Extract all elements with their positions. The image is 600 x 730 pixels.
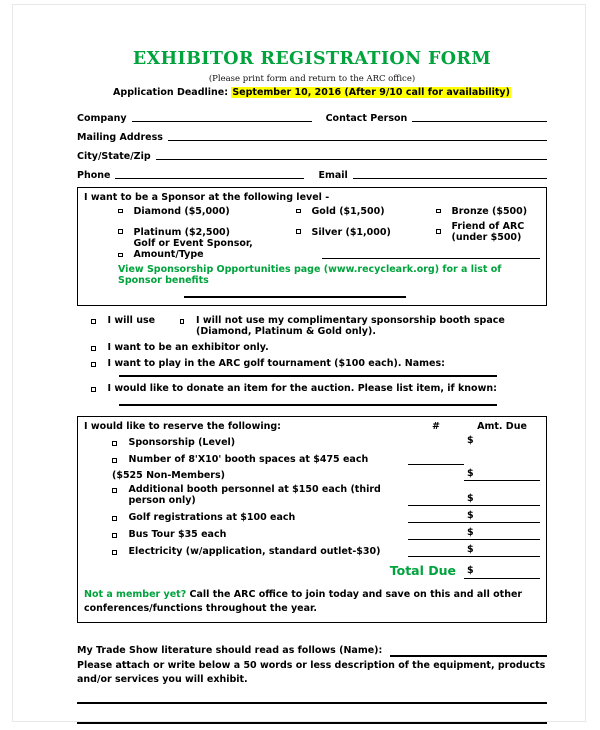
donate-item-input[interactable] [119, 403, 497, 406]
amount-input[interactable] [464, 544, 540, 557]
golf-event-amount-input[interactable] [322, 248, 540, 259]
membership-note [84, 588, 540, 616]
quantity-input[interactable] [408, 468, 464, 481]
checkbox-icon[interactable] [118, 209, 123, 214]
reserve-item-label: Number of 8'X10' booth spaces at $475 each [128, 454, 369, 465]
reserve-item-additional-personnel[interactable] [84, 484, 408, 506]
reserve-item-label: Sponsorship (Level) [128, 437, 236, 448]
table-row [84, 435, 540, 448]
table-row [84, 509, 540, 523]
sponsor-option-label: Friend of ARC (under $500) [451, 221, 525, 243]
column-header-amount: Amt. Due [477, 421, 527, 432]
trade-show-section [77, 645, 547, 725]
reserve-item-bus-tour[interactable] [84, 529, 408, 540]
contact-person-input[interactable] [412, 112, 547, 122]
contact-person-label: Contact Person [325, 113, 408, 124]
mailing-address-row [77, 130, 547, 143]
form-page [12, 4, 586, 722]
checkbox-icon[interactable] [296, 209, 301, 214]
booth-space-row [91, 315, 547, 337]
options-section [77, 315, 547, 406]
amount-input[interactable] [464, 493, 540, 506]
table-row [84, 468, 540, 481]
checkbox-icon[interactable] [91, 362, 96, 367]
currency-symbol: $ [467, 565, 474, 576]
currency-symbol: $ [467, 544, 474, 555]
application-deadline [77, 87, 547, 98]
city-state-zip-label: City/State/Zip [77, 151, 151, 162]
membership-note-question: Not a member yet? [84, 589, 187, 600]
checkbox-icon[interactable] [112, 550, 117, 555]
checkbox-icon[interactable] [180, 319, 185, 324]
checkbox-icon[interactable] [296, 229, 301, 234]
description-line-2[interactable] [77, 721, 547, 724]
table-row [84, 526, 540, 540]
sponsor-option-friend-of-arc[interactable] [436, 221, 540, 243]
checkbox-icon[interactable] [112, 458, 117, 463]
city-state-zip-row [77, 149, 547, 162]
checkbox-icon[interactable] [91, 387, 96, 392]
sponsor-option-bronze[interactable] [436, 206, 540, 217]
total-due-row [84, 563, 540, 579]
deadline-label: Application Deadline: [113, 87, 229, 98]
checkbox-icon[interactable] [112, 533, 117, 538]
sponsor-extra-line[interactable] [184, 295, 406, 298]
golf-tournament-row[interactable] [91, 358, 547, 369]
deadline-value: September 10, 2016 (After 9/10 call for availability) [232, 87, 510, 98]
reserve-item-label: Electricity (w/application, standard outlet-$30) [128, 546, 381, 557]
currency-symbol: $ [467, 527, 474, 538]
sponsor-option-label: Diamond ($5,000) [133, 206, 230, 217]
reserve-item-sponsorship[interactable] [84, 437, 408, 448]
amount-input[interactable] [464, 510, 540, 523]
donate-item-row[interactable] [91, 383, 547, 394]
table-row [84, 484, 540, 506]
checkbox-icon[interactable] [91, 319, 96, 324]
checkbox-icon[interactable] [436, 209, 441, 214]
checkbox-icon[interactable] [91, 346, 96, 351]
sponsor-section [77, 187, 547, 306]
sponsor-title: I want to be a Sponsor at the following level - [84, 192, 330, 203]
quantity-input[interactable] [408, 435, 464, 448]
reserve-item-booth-spaces[interactable] [84, 454, 408, 465]
reserve-title: I would like to reserve the following: [84, 421, 281, 432]
table-row [84, 543, 540, 557]
amount-input[interactable] [464, 452, 540, 465]
email-input[interactable] [353, 169, 547, 179]
currency-symbol: $ [467, 510, 474, 521]
phone-input[interactable] [115, 169, 304, 179]
reserve-section [77, 416, 547, 623]
checkbox-icon[interactable] [118, 253, 123, 258]
reserve-item-label: Golf registrations at $100 each [128, 512, 296, 523]
sponsor-option-label: Bronze ($500) [451, 206, 528, 217]
company-input[interactable] [132, 112, 312, 122]
amount-input[interactable] [464, 468, 540, 481]
checkbox-icon[interactable] [436, 229, 441, 234]
reserve-item-label: Bus Tour $35 each [128, 529, 227, 540]
checkbox-icon[interactable] [118, 229, 123, 234]
description-line-1[interactable] [77, 701, 547, 704]
reserve-item-label: Additional booth personnel at $150 each (third person only) [128, 484, 381, 506]
currency-symbol: $ [467, 468, 474, 479]
sponsor-option-label: Silver ($1,000) [311, 226, 391, 238]
form-title: EXHIBITOR REGISTRATION FORM [132, 49, 492, 69]
will-not-use-label: I will not use my complimentary sponsorship booth space (Diamond, Platinum & Gold only). [196, 315, 505, 337]
column-header-number: # [432, 421, 440, 432]
currency-symbol: $ [467, 493, 474, 504]
sponsor-option-label: Gold ($1,500) [311, 206, 385, 217]
donate-item-label: I would like to donate an item for the auction. Please list item, if known: [107, 383, 497, 394]
checkbox-icon[interactable] [112, 441, 117, 446]
trade-show-name-input[interactable] [390, 645, 547, 657]
total-due-label: Total Due [389, 563, 456, 578]
description-note: Please attach or write below a 50 words or less description of the equipment, products and/or services you will exhibit. [77, 659, 546, 685]
quantity-input[interactable] [408, 451, 464, 465]
contact-block [77, 111, 547, 181]
will-use-label: I will use [107, 315, 156, 326]
checkbox-icon[interactable] [112, 516, 117, 521]
golf-event-label: Golf or Event Sponsor, Amount/Type [133, 238, 253, 260]
sponsor-option-gold[interactable] [296, 206, 436, 217]
trade-show-label: My Trade Show literature should read as follows (Name): [77, 645, 383, 657]
company-label: Company [77, 113, 127, 124]
reserve-header [84, 421, 540, 432]
reserve-item-sublabel: ($525 Non-Members) [112, 470, 225, 481]
sponsor-benefits-note: View Sponsorship Opportunities page (www.recycleark.org) for a list of Sponsor benefits [118, 264, 502, 286]
exhibitor-only-row[interactable] [91, 342, 547, 353]
quantity-input[interactable] [408, 509, 464, 523]
city-state-zip-input[interactable] [156, 150, 547, 160]
mailing-address-input[interactable] [168, 131, 547, 141]
quantity-input[interactable] [408, 492, 464, 506]
sponsor-option-label: Platinum ($2,500) [133, 226, 231, 238]
sponsor-option-golf-event[interactable] [84, 238, 540, 260]
phone-email-row [77, 168, 547, 181]
table-row [84, 451, 540, 465]
sponsor-option-diamond[interactable] [118, 206, 296, 217]
email-label: Email [318, 170, 348, 181]
amount-input[interactable] [464, 527, 540, 540]
phone-label: Phone [77, 170, 111, 181]
trade-show-name-row [77, 645, 547, 659]
golf-tournament-label: I want to play in the ARC golf tournament ($100 each). Names: [107, 358, 445, 369]
form-subtitle: (Please print form and return to the ARC office) [208, 74, 416, 84]
currency-symbol: $ [467, 435, 474, 446]
membership-note-text: Call the ARC office to join today and save on this and all other conferences/functions throughout the year. [84, 589, 523, 614]
exhibitor-only-label: I want to be an exhibitor only. [107, 342, 269, 353]
golf-names-input[interactable] [119, 374, 497, 377]
quantity-input[interactable] [408, 543, 464, 557]
checkbox-icon[interactable] [112, 488, 117, 493]
reserve-item-booth-nonmember [84, 470, 408, 481]
form-sheet [77, 49, 547, 724]
reserve-item-electricity[interactable] [84, 546, 408, 557]
total-due-input[interactable] [464, 565, 540, 579]
company-row [77, 111, 547, 124]
quantity-input[interactable] [408, 526, 464, 540]
reserve-item-golf-registrations[interactable] [84, 512, 408, 523]
mailing-address-label: Mailing Address [77, 132, 163, 143]
amount-input[interactable] [464, 435, 540, 448]
